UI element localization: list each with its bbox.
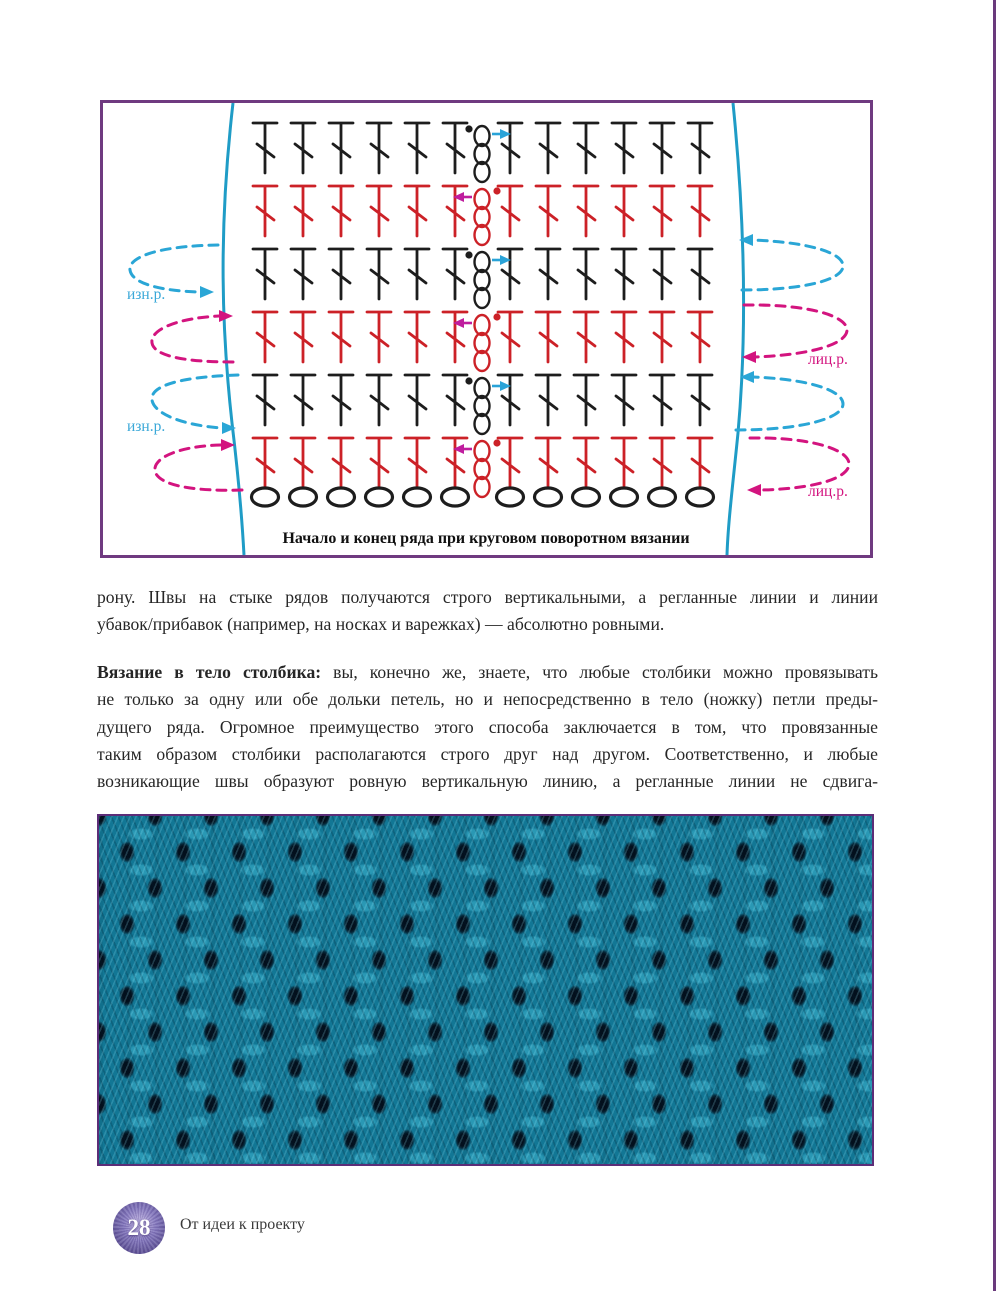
page-edge-line <box>993 0 996 1291</box>
text-line: возникающие швы образуют ровную вертикальную линию, а регланные линии не сдвига- <box>97 771 878 792</box>
text-line: дущего ряда. Огромное преимущество этого способа заключается в том, что провязанные <box>97 716 878 737</box>
wrong-side-label-1: изн.р. <box>127 286 166 303</box>
paragraph-1 <box>97 584 878 639</box>
paragraph-lead: Вязание в тело столбика: <box>97 662 322 682</box>
diagram-canvas <box>103 103 870 555</box>
text-line <box>97 659 878 686</box>
stitch-symbols <box>252 123 714 506</box>
page-number-badge <box>113 1202 165 1254</box>
text-line: не только за одну или обе дольки петель, но и непосредственно в тело (ножку) петли преды- <box>97 689 878 710</box>
right-side-label-2: лиц.р. <box>808 483 848 500</box>
right-round-edge-curve <box>727 103 744 555</box>
turning-rounds-diagram <box>100 100 873 558</box>
paragraph-2 <box>97 659 878 795</box>
right-side-label-1: лиц.р. <box>808 351 848 368</box>
page-number: 28 <box>127 1215 151 1240</box>
left-round-edge-curve <box>223 103 244 555</box>
right-side-turn-loops <box>744 305 849 490</box>
teal-crochet-swatch-photo <box>97 814 874 1166</box>
text-line: убавок/прибавок (например, на носках и варежках) — абсолютно ровными. <box>97 614 665 635</box>
text-span: вы, конечно же, знаете, что любые столбики можно провязывать <box>321 662 878 682</box>
diagram-caption: Начало и конец ряда при круговом поворотном вязании <box>282 530 690 547</box>
section-title: От идеи к проекту <box>180 1216 305 1233</box>
right-blue-turn-loops <box>736 240 843 430</box>
text-line: рону. Швы на стыке рядов получаются строго вертикальными, а регланные линии и линии <box>97 587 878 607</box>
wrong-side-label-2: изн.р. <box>127 418 166 435</box>
text-line: таким образом столбики располагаются строго друг над другом. Соответственно, и любые <box>97 743 878 764</box>
